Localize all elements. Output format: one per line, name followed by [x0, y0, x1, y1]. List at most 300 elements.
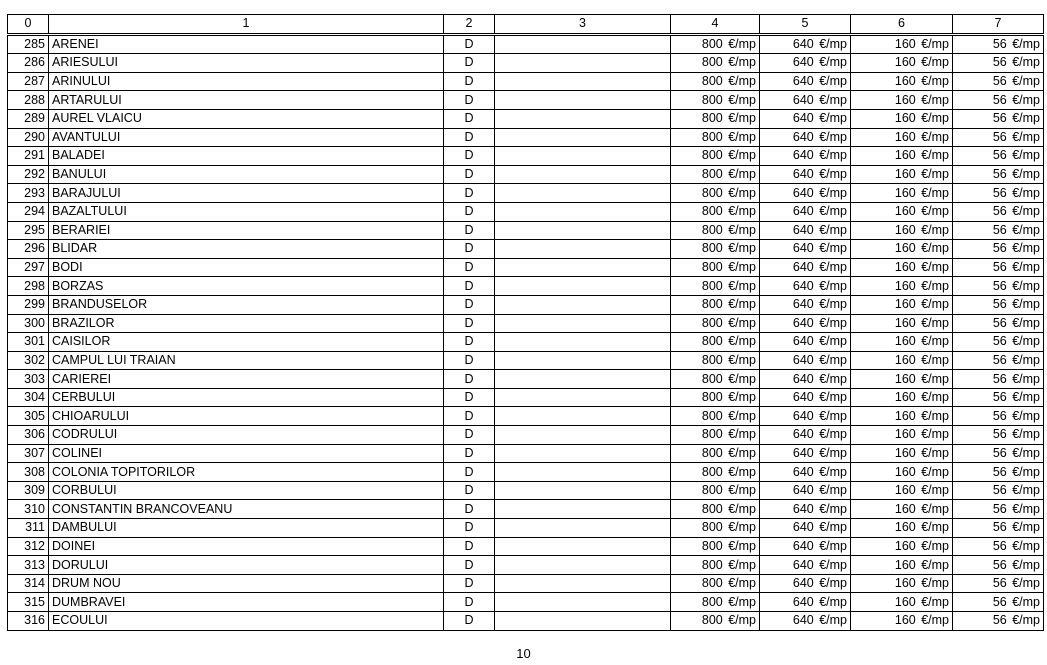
row-number-cell: 316: [8, 612, 49, 631]
price-col-6-cell: 160 €/mp: [851, 351, 953, 370]
table-row: [8, 34, 1044, 54]
price-col-6-cell: 160 €/mp: [851, 556, 953, 575]
price-col-6-cell: 160 €/mp: [851, 147, 953, 166]
price-col-7-cell: 56 €/mp: [953, 556, 1044, 575]
street-name-cell: CARIEREI: [49, 370, 444, 389]
price-col-7-cell: 56 €/mp: [953, 165, 1044, 184]
row-number-cell: 293: [8, 184, 49, 203]
price-col-7-cell: 56 €/mp: [953, 537, 1044, 556]
price-col-5-cell: 640 €/mp: [760, 184, 851, 203]
price-col-6-cell: 160 €/mp: [851, 370, 953, 389]
price-col-6-cell: 160 €/mp: [851, 240, 953, 259]
notes-cell: [495, 184, 671, 203]
table-row: [8, 574, 1044, 593]
price-col-4-cell: 800 €/mp: [671, 333, 760, 352]
column-header-0: 0: [8, 15, 49, 35]
street-name-cell: ARIESULUI: [49, 54, 444, 73]
price-col-5-cell: 640 €/mp: [760, 277, 851, 296]
table-row: [8, 351, 1044, 370]
notes-cell: [495, 91, 671, 110]
street-name-cell: BRANDUSELOR: [49, 295, 444, 314]
notes-cell: [495, 612, 671, 631]
price-col-5-cell: 640 €/mp: [760, 556, 851, 575]
table-row: [8, 519, 1044, 538]
row-number-cell: 300: [8, 314, 49, 333]
notes-cell: [495, 481, 671, 500]
price-col-7-cell: 56 €/mp: [953, 72, 1044, 91]
price-col-6-cell: 160 €/mp: [851, 165, 953, 184]
price-col-4-cell: 800 €/mp: [671, 221, 760, 240]
price-col-7-cell: 56 €/mp: [953, 54, 1044, 73]
price-col-7-cell: 56 €/mp: [953, 34, 1044, 54]
zone-cell: D: [444, 481, 495, 500]
price-col-5-cell: 640 €/mp: [760, 240, 851, 259]
price-col-7-cell: 56 €/mp: [953, 184, 1044, 203]
price-col-6-cell: 160 €/mp: [851, 54, 953, 73]
zone-cell: D: [444, 574, 495, 593]
column-header-1: 1: [49, 15, 444, 35]
row-number-cell: 310: [8, 500, 49, 519]
street-name-cell: COLINEI: [49, 444, 444, 463]
price-col-6-cell: 160 €/mp: [851, 574, 953, 593]
price-col-7-cell: 56 €/mp: [953, 91, 1044, 110]
zone-cell: D: [444, 388, 495, 407]
price-col-5-cell: 640 €/mp: [760, 519, 851, 538]
column-header-4: 4: [671, 15, 760, 35]
table-row: [8, 202, 1044, 221]
row-number-cell: 308: [8, 463, 49, 482]
page-number: 10: [516, 646, 531, 661]
table-row: [8, 500, 1044, 519]
notes-cell: [495, 593, 671, 612]
zone-cell: D: [444, 370, 495, 389]
price-col-5-cell: 640 €/mp: [760, 147, 851, 166]
price-col-5-cell: 640 €/mp: [760, 407, 851, 426]
street-name-cell: BARAJULUI: [49, 184, 444, 203]
zone-cell: D: [444, 295, 495, 314]
notes-cell: [495, 147, 671, 166]
street-name-cell: CAISILOR: [49, 333, 444, 352]
price-col-7-cell: 56 €/mp: [953, 519, 1044, 538]
price-col-7-cell: 56 €/mp: [953, 426, 1044, 445]
zone-cell: D: [444, 426, 495, 445]
table-row: [8, 556, 1044, 575]
street-name-cell: BORZAS: [49, 277, 444, 296]
price-col-6-cell: 160 €/mp: [851, 184, 953, 203]
table-row: [8, 54, 1044, 73]
price-col-5-cell: 640 €/mp: [760, 444, 851, 463]
price-col-6-cell: 160 €/mp: [851, 202, 953, 221]
street-name-cell: ARINULUI: [49, 72, 444, 91]
price-col-4-cell: 800 €/mp: [671, 72, 760, 91]
table-row: [8, 370, 1044, 389]
notes-cell: [495, 295, 671, 314]
row-number-cell: 292: [8, 165, 49, 184]
price-col-4-cell: 800 €/mp: [671, 519, 760, 538]
street-name-cell: BALADEI: [49, 147, 444, 166]
price-col-6-cell: 160 €/mp: [851, 537, 953, 556]
notes-cell: [495, 277, 671, 296]
notes-cell: [495, 34, 671, 54]
header-row: [8, 15, 1044, 35]
price-col-7-cell: 56 €/mp: [953, 351, 1044, 370]
row-number-cell: 285: [8, 34, 49, 54]
notes-cell: [495, 463, 671, 482]
price-col-4-cell: 800 €/mp: [671, 240, 760, 259]
price-col-7-cell: 56 €/mp: [953, 593, 1044, 612]
price-col-5-cell: 640 €/mp: [760, 481, 851, 500]
price-col-7-cell: 56 €/mp: [953, 240, 1044, 259]
street-name-cell: BODI: [49, 258, 444, 277]
row-number-cell: 295: [8, 221, 49, 240]
price-col-6-cell: 160 €/mp: [851, 407, 953, 426]
street-name-cell: AUREL VLAICU: [49, 109, 444, 128]
zone-cell: D: [444, 444, 495, 463]
table-row: [8, 184, 1044, 203]
street-name-cell: BRAZILOR: [49, 314, 444, 333]
price-col-5-cell: 640 €/mp: [760, 221, 851, 240]
notes-cell: [495, 221, 671, 240]
row-number-cell: 314: [8, 574, 49, 593]
table-row: [8, 72, 1044, 91]
row-number-cell: 286: [8, 54, 49, 73]
street-name-cell: ARENEI: [49, 34, 444, 54]
street-name-cell: DRUM NOU: [49, 574, 444, 593]
table-row: [8, 221, 1044, 240]
notes-cell: [495, 556, 671, 575]
notes-cell: [495, 258, 671, 277]
table-row: [8, 612, 1044, 631]
price-col-4-cell: 800 €/mp: [671, 109, 760, 128]
notes-cell: [495, 72, 671, 91]
zone-cell: D: [444, 277, 495, 296]
table-row: [8, 277, 1044, 296]
price-col-4-cell: 800 €/mp: [671, 351, 760, 370]
price-col-4-cell: 800 €/mp: [671, 481, 760, 500]
price-col-4-cell: 800 €/mp: [671, 388, 760, 407]
price-col-5-cell: 640 €/mp: [760, 258, 851, 277]
price-col-7-cell: 56 €/mp: [953, 258, 1044, 277]
price-col-7-cell: 56 €/mp: [953, 388, 1044, 407]
street-name-cell: DOINEI: [49, 537, 444, 556]
table-row: [8, 128, 1044, 147]
price-col-5-cell: 640 €/mp: [760, 165, 851, 184]
street-name-cell: BLIDAR: [49, 240, 444, 259]
row-number-cell: 287: [8, 72, 49, 91]
row-number-cell: 297: [8, 258, 49, 277]
column-header-6: 6: [851, 15, 953, 35]
notes-cell: [495, 351, 671, 370]
row-number-cell: 296: [8, 240, 49, 259]
row-number-cell: 307: [8, 444, 49, 463]
street-name-cell: BANULUI: [49, 165, 444, 184]
row-number-cell: 302: [8, 351, 49, 370]
table-row: [8, 314, 1044, 333]
street-name-cell: ECOULUI: [49, 612, 444, 631]
zone-cell: D: [444, 202, 495, 221]
zone-cell: D: [444, 128, 495, 147]
price-col-6-cell: 160 €/mp: [851, 34, 953, 54]
price-col-6-cell: 160 €/mp: [851, 72, 953, 91]
price-col-7-cell: 56 €/mp: [953, 444, 1044, 463]
table-row: [8, 91, 1044, 110]
price-col-6-cell: 160 €/mp: [851, 388, 953, 407]
price-col-7-cell: 56 €/mp: [953, 295, 1044, 314]
street-name-cell: AVANTULUI: [49, 128, 444, 147]
price-col-4-cell: 800 €/mp: [671, 574, 760, 593]
notes-cell: [495, 388, 671, 407]
price-col-7-cell: 56 €/mp: [953, 333, 1044, 352]
price-col-6-cell: 160 €/mp: [851, 258, 953, 277]
notes-cell: [495, 128, 671, 147]
street-name-cell: CHIOARULUI: [49, 407, 444, 426]
price-col-7-cell: 56 €/mp: [953, 221, 1044, 240]
price-col-4-cell: 800 €/mp: [671, 147, 760, 166]
column-header-2: 2: [444, 15, 495, 35]
price-col-7-cell: 56 €/mp: [953, 128, 1044, 147]
table-row: [8, 426, 1044, 445]
zone-cell: D: [444, 556, 495, 575]
price-col-5-cell: 640 €/mp: [760, 612, 851, 631]
zone-cell: D: [444, 612, 495, 631]
price-col-4-cell: 800 €/mp: [671, 165, 760, 184]
price-col-6-cell: 160 €/mp: [851, 128, 953, 147]
price-col-5-cell: 640 €/mp: [760, 426, 851, 445]
price-col-7-cell: 56 €/mp: [953, 574, 1044, 593]
table-row: [8, 333, 1044, 352]
price-col-5-cell: 640 €/mp: [760, 370, 851, 389]
notes-cell: [495, 519, 671, 538]
price-col-5-cell: 640 €/mp: [760, 463, 851, 482]
zone-cell: D: [444, 314, 495, 333]
street-name-cell: BERARIEI: [49, 221, 444, 240]
zone-cell: D: [444, 221, 495, 240]
column-header-3: 3: [495, 15, 671, 35]
row-number-cell: 289: [8, 109, 49, 128]
zone-cell: D: [444, 109, 495, 128]
price-col-6-cell: 160 €/mp: [851, 109, 953, 128]
row-number-cell: 311: [8, 519, 49, 538]
table-row: [8, 240, 1044, 259]
price-col-5-cell: 640 €/mp: [760, 295, 851, 314]
zone-cell: D: [444, 184, 495, 203]
price-col-7-cell: 56 €/mp: [953, 147, 1044, 166]
price-col-6-cell: 160 €/mp: [851, 500, 953, 519]
column-header-5: 5: [760, 15, 851, 35]
price-col-5-cell: 640 €/mp: [760, 351, 851, 370]
price-col-6-cell: 160 €/mp: [851, 277, 953, 296]
price-col-4-cell: 800 €/mp: [671, 202, 760, 221]
row-number-cell: 298: [8, 277, 49, 296]
zone-cell: D: [444, 165, 495, 184]
price-col-5-cell: 640 €/mp: [760, 333, 851, 352]
price-col-4-cell: 800 €/mp: [671, 295, 760, 314]
price-col-4-cell: 800 €/mp: [671, 54, 760, 73]
notes-cell: [495, 426, 671, 445]
price-col-4-cell: 800 €/mp: [671, 34, 760, 54]
table-row: [8, 481, 1044, 500]
price-col-4-cell: 800 €/mp: [671, 184, 760, 203]
price-col-6-cell: 160 €/mp: [851, 91, 953, 110]
price-col-6-cell: 160 €/mp: [851, 295, 953, 314]
zone-cell: D: [444, 500, 495, 519]
table-row: [8, 258, 1044, 277]
street-name-cell: DAMBULUI: [49, 519, 444, 538]
notes-cell: [495, 574, 671, 593]
row-number-cell: 290: [8, 128, 49, 147]
row-number-cell: 299: [8, 295, 49, 314]
street-name-cell: CODRULUI: [49, 426, 444, 445]
row-number-cell: 312: [8, 537, 49, 556]
price-col-5-cell: 640 €/mp: [760, 314, 851, 333]
price-col-6-cell: 160 €/mp: [851, 444, 953, 463]
price-col-7-cell: 56 €/mp: [953, 109, 1044, 128]
price-col-6-cell: 160 €/mp: [851, 314, 953, 333]
notes-cell: [495, 109, 671, 128]
street-name-cell: ARTARULUI: [49, 91, 444, 110]
street-name-cell: DORULUI: [49, 556, 444, 575]
price-col-4-cell: 800 €/mp: [671, 537, 760, 556]
zone-cell: D: [444, 147, 495, 166]
row-number-cell: 288: [8, 91, 49, 110]
price-col-4-cell: 800 €/mp: [671, 463, 760, 482]
price-col-4-cell: 800 €/mp: [671, 407, 760, 426]
zone-cell: D: [444, 72, 495, 91]
price-col-5-cell: 640 €/mp: [760, 72, 851, 91]
price-col-4-cell: 800 €/mp: [671, 444, 760, 463]
table-row: [8, 388, 1044, 407]
street-name-cell: CORBULUI: [49, 481, 444, 500]
price-col-6-cell: 160 €/mp: [851, 463, 953, 482]
notes-cell: [495, 165, 671, 184]
notes-cell: [495, 500, 671, 519]
price-col-6-cell: 160 €/mp: [851, 519, 953, 538]
price-col-5-cell: 640 €/mp: [760, 574, 851, 593]
notes-cell: [495, 333, 671, 352]
table-row: [8, 109, 1044, 128]
table-row: [8, 444, 1044, 463]
zone-cell: D: [444, 537, 495, 556]
price-col-5-cell: 640 €/mp: [760, 128, 851, 147]
zone-cell: D: [444, 407, 495, 426]
price-col-7-cell: 56 €/mp: [953, 370, 1044, 389]
notes-cell: [495, 54, 671, 73]
price-col-4-cell: 800 €/mp: [671, 500, 760, 519]
street-name-cell: CONSTANTIN BRANCOVEANU: [49, 500, 444, 519]
column-header-7: 7: [953, 15, 1044, 35]
price-col-7-cell: 56 €/mp: [953, 500, 1044, 519]
price-col-4-cell: 800 €/mp: [671, 128, 760, 147]
zone-cell: D: [444, 54, 495, 73]
price-col-6-cell: 160 €/mp: [851, 593, 953, 612]
table-row: [8, 147, 1044, 166]
row-number-cell: 315: [8, 593, 49, 612]
tariff-table: [7, 14, 1044, 631]
price-col-5-cell: 640 €/mp: [760, 91, 851, 110]
price-col-4-cell: 800 €/mp: [671, 258, 760, 277]
zone-cell: D: [444, 34, 495, 54]
price-col-5-cell: 640 €/mp: [760, 388, 851, 407]
row-number-cell: 313: [8, 556, 49, 575]
price-col-5-cell: 640 €/mp: [760, 593, 851, 612]
price-col-5-cell: 640 €/mp: [760, 34, 851, 54]
price-col-4-cell: 800 €/mp: [671, 593, 760, 612]
price-col-4-cell: 800 €/mp: [671, 556, 760, 575]
zone-cell: D: [444, 91, 495, 110]
price-col-7-cell: 56 €/mp: [953, 481, 1044, 500]
price-col-4-cell: 800 €/mp: [671, 612, 760, 631]
price-col-7-cell: 56 €/mp: [953, 277, 1044, 296]
price-col-6-cell: 160 €/mp: [851, 612, 953, 631]
row-number-cell: 303: [8, 370, 49, 389]
price-col-7-cell: 56 €/mp: [953, 407, 1044, 426]
zone-cell: D: [444, 593, 495, 612]
price-col-5-cell: 640 €/mp: [760, 202, 851, 221]
price-col-5-cell: 640 €/mp: [760, 500, 851, 519]
notes-cell: [495, 537, 671, 556]
table-row: [8, 407, 1044, 426]
price-col-4-cell: 800 €/mp: [671, 277, 760, 296]
notes-cell: [495, 314, 671, 333]
street-name-cell: CAMPUL LUI TRAIAN: [49, 351, 444, 370]
zone-cell: D: [444, 519, 495, 538]
row-number-cell: 304: [8, 388, 49, 407]
zone-cell: D: [444, 240, 495, 259]
table-row: [8, 463, 1044, 482]
price-col-4-cell: 800 €/mp: [671, 314, 760, 333]
street-name-cell: BAZALTULUI: [49, 202, 444, 221]
row-number-cell: 301: [8, 333, 49, 352]
price-col-7-cell: 56 €/mp: [953, 202, 1044, 221]
row-number-cell: 305: [8, 407, 49, 426]
price-col-5-cell: 640 €/mp: [760, 109, 851, 128]
price-col-6-cell: 160 €/mp: [851, 481, 953, 500]
notes-cell: [495, 240, 671, 259]
zone-cell: D: [444, 463, 495, 482]
price-col-5-cell: 640 €/mp: [760, 537, 851, 556]
price-col-7-cell: 56 €/mp: [953, 463, 1044, 482]
price-col-6-cell: 160 €/mp: [851, 221, 953, 240]
notes-cell: [495, 444, 671, 463]
table-row: [8, 165, 1044, 184]
price-col-4-cell: 800 €/mp: [671, 426, 760, 445]
price-col-7-cell: 56 €/mp: [953, 314, 1044, 333]
price-col-5-cell: 640 €/mp: [760, 54, 851, 73]
price-col-6-cell: 160 €/mp: [851, 426, 953, 445]
street-name-cell: COLONIA TOPITORILOR: [49, 463, 444, 482]
price-col-4-cell: 800 €/mp: [671, 91, 760, 110]
table-row: [8, 295, 1044, 314]
zone-cell: D: [444, 258, 495, 277]
price-col-4-cell: 800 €/mp: [671, 370, 760, 389]
table-row: [8, 593, 1044, 612]
row-number-cell: 291: [8, 147, 49, 166]
zone-cell: D: [444, 351, 495, 370]
notes-cell: [495, 370, 671, 389]
table-body: [8, 34, 1044, 630]
zone-cell: D: [444, 333, 495, 352]
row-number-cell: 306: [8, 426, 49, 445]
street-name-cell: CERBULUI: [49, 388, 444, 407]
row-number-cell: 309: [8, 481, 49, 500]
price-col-7-cell: 56 €/mp: [953, 612, 1044, 631]
notes-cell: [495, 202, 671, 221]
row-number-cell: 294: [8, 202, 49, 221]
table-row: [8, 537, 1044, 556]
price-col-6-cell: 160 €/mp: [851, 333, 953, 352]
notes-cell: [495, 407, 671, 426]
street-name-cell: DUMBRAVEI: [49, 593, 444, 612]
